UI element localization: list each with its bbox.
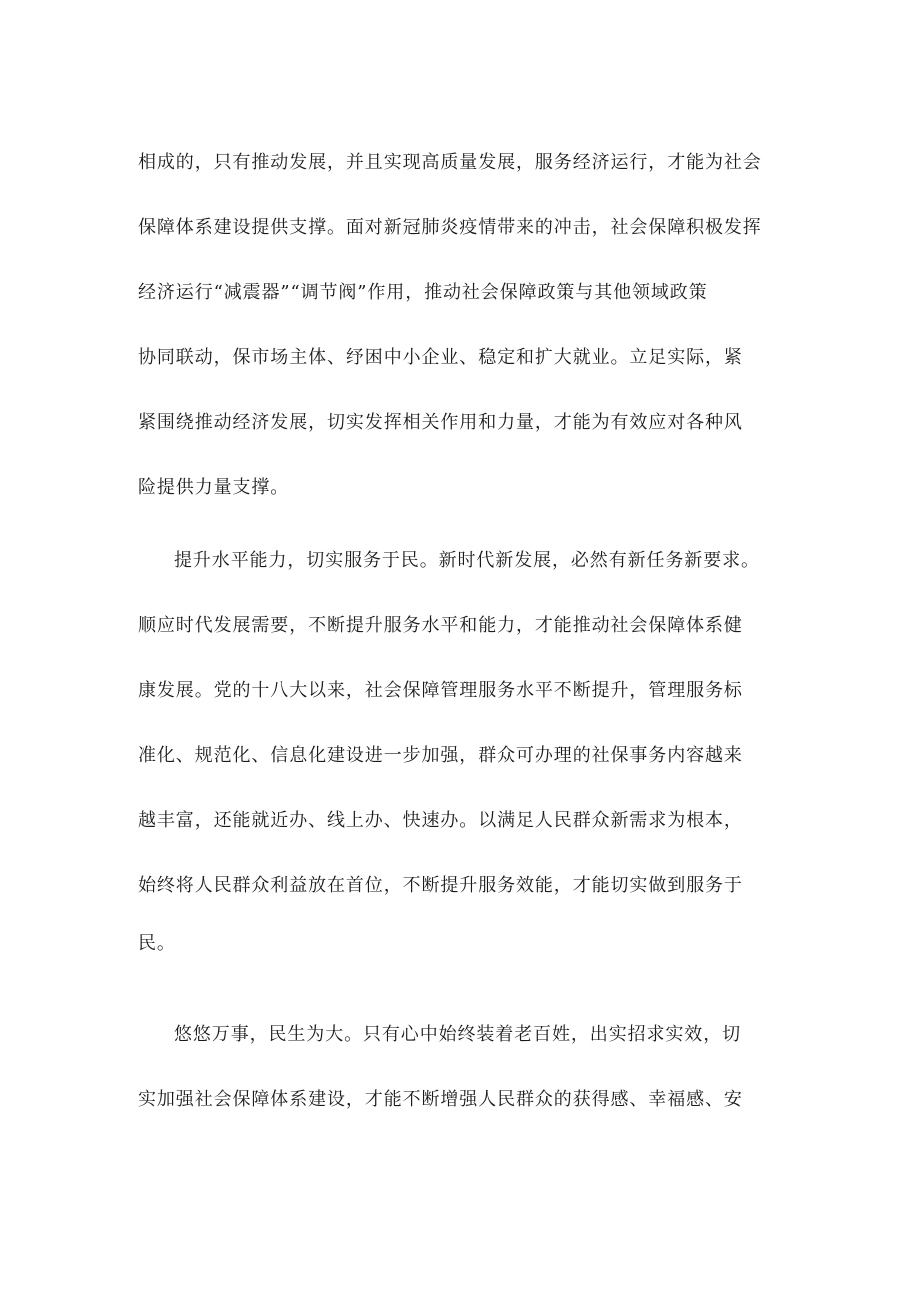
paragraph-line: 提升水平能力，切实服务于民。新时代新发展，必然有新任务新要求。	[174, 550, 760, 571]
paragraph-line: 准化、规范化、信息化建设进一步加强，群众可办理的社保事务内容越来	[138, 745, 743, 766]
paragraph-line: 紧围绕推动经济发展，切实发挥相关作用和力量，才能为有效应对各种风	[138, 412, 743, 433]
paragraph-line: 顺应时代发展需要，不断提升服务水平和能力，才能推动社会保障体系健	[138, 615, 743, 636]
paragraph-line: 经济运行“减震器”“调节阀”作用，推动社会保障政策与其他领域政策	[138, 282, 708, 303]
paragraph-line: 民。	[138, 933, 176, 954]
paragraph-line: 实加强社会保障体系建设，才能不断增强人民群众的获得感、幸福感、安	[138, 1089, 743, 1110]
paragraph-line: 康发展。党的十八大以来，社会保障管理服务水平不断提升，管理服务标	[138, 680, 743, 701]
paragraph-line: 越丰富，还能就近办、线上办、快速办。以满足人民群众新需求为根本，	[138, 810, 743, 831]
paragraph-line: 相成的，只有推动发展，并且实现高质量发展，服务经济运行，才能为社会	[138, 152, 762, 173]
paragraph-line: 悠悠万事，民生为大。只有心中始终装着老百姓，出实招求实效，切	[174, 1024, 741, 1045]
paragraph-line: 协同联动，保市场主体、纾困中小企业、稳定和扩大就业。立足实际，紧	[138, 347, 743, 368]
paragraph-line: 险提供力量支撑。	[138, 477, 290, 498]
paragraph-line: 始终将人民群众利益放在首位，不断提升服务效能，才能切实做到服务于	[138, 875, 743, 896]
paragraph-line: 保障体系建设提供支撑。面对新冠肺炎疫情带来的冲击，社会保障积极发挥	[138, 217, 762, 238]
